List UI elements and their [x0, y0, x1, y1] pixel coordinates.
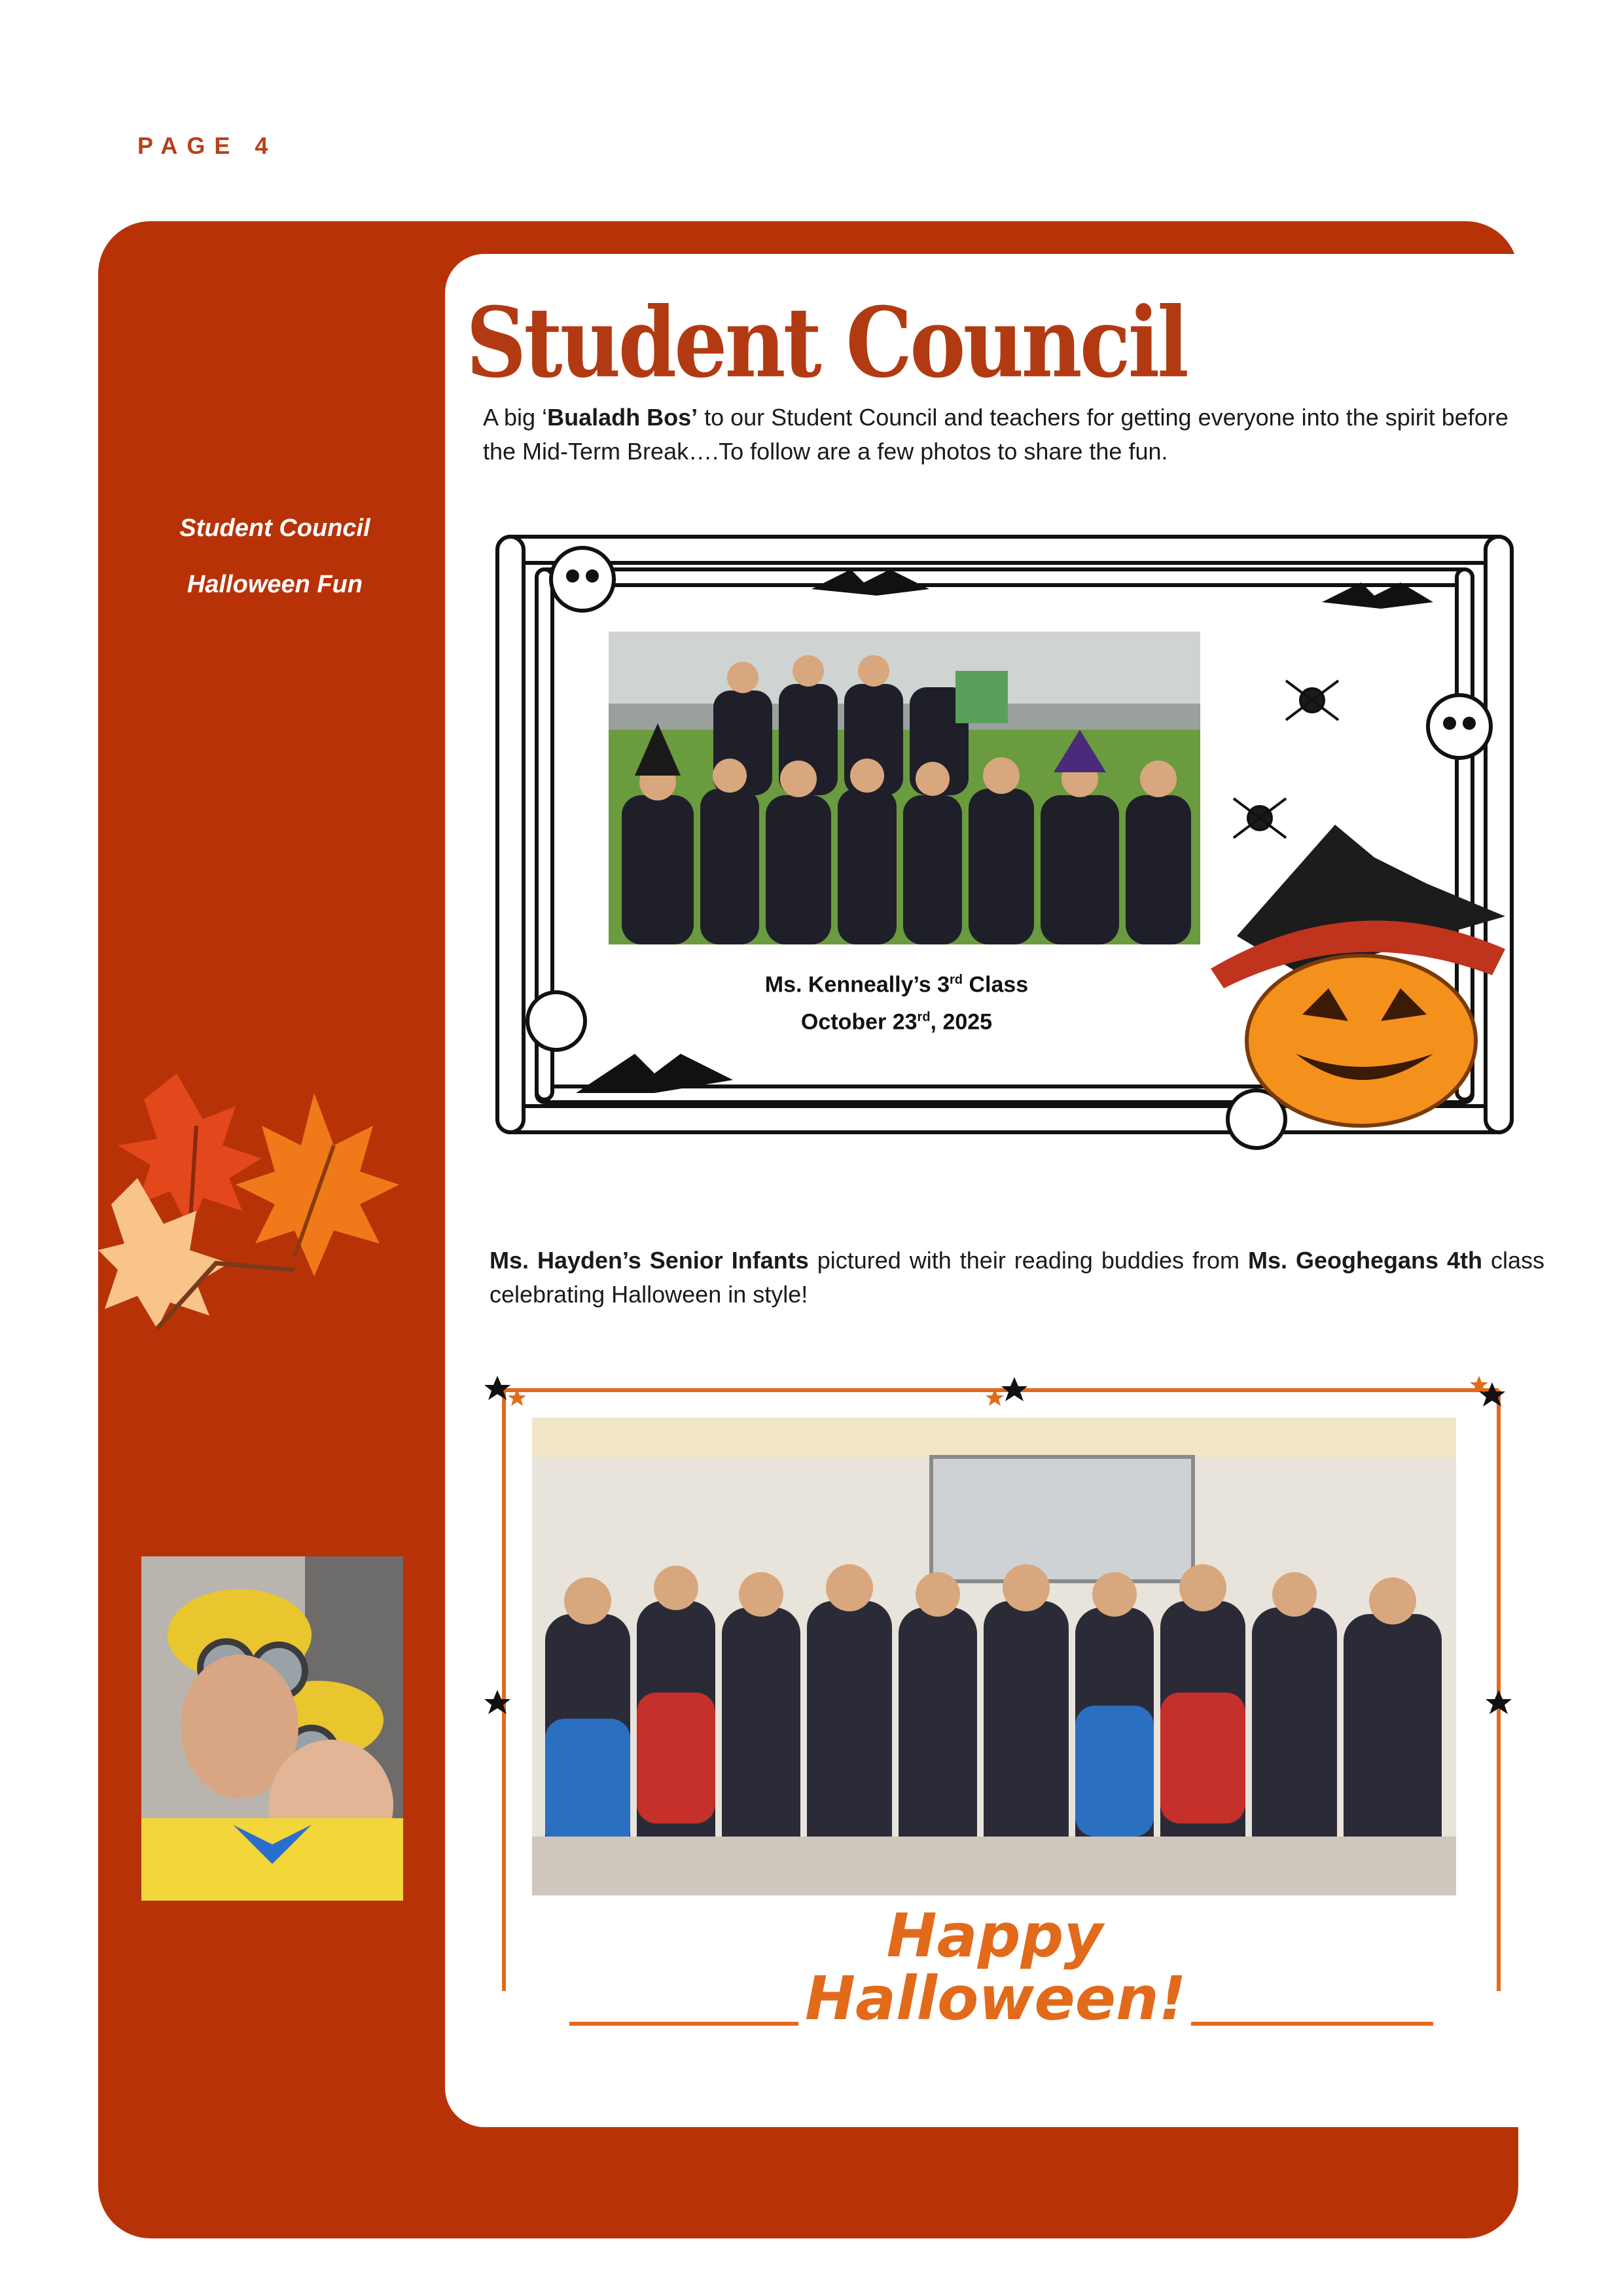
- minion-photo-illustration: [141, 1556, 403, 1901]
- banner-line2: Halloween!: [805, 1964, 1186, 2034]
- class-group-illustration: [609, 632, 1200, 944]
- sidebar-heading-line1: Student Council: [179, 514, 370, 542]
- photo1-caption-line1: Ms. Kenneally’s 3rd Class: [764, 972, 1029, 997]
- sidebar-heading-line2: Halloween Fun: [187, 571, 363, 598]
- senior-infants-class-photo: [532, 1418, 1456, 1895]
- autumn-leaves-icon: [98, 1047, 412, 1335]
- happy-halloween-banner: [805, 1901, 1186, 2034]
- intro-paragraph: A big ‘Bualadh Bos’ to our Student Council and teachers for getting everyone into the spirit before the Mid-Term Break….To follow are a few photos to share the fun.: [483, 404, 1508, 465]
- classroom-group-illustration: [532, 1418, 1456, 1895]
- page-number: PAGE 4: [137, 132, 277, 159]
- banner-line1: Happy: [886, 1901, 1103, 1971]
- minion-costume-photo: [141, 1556, 403, 1901]
- photo1-caption-line2: October 23rd, 2025: [800, 1009, 993, 1035]
- section2-paragraph: Ms. Hayden’s Senior Infants pictured with their reading buddies from Ms. Geoghegans 4th class celebrating Halloween in style!: [490, 1247, 1545, 1308]
- student-council-class-photo: [609, 632, 1200, 944]
- page-title: Student Council: [466, 287, 1186, 400]
- photo1-caption: [720, 963, 1073, 1039]
